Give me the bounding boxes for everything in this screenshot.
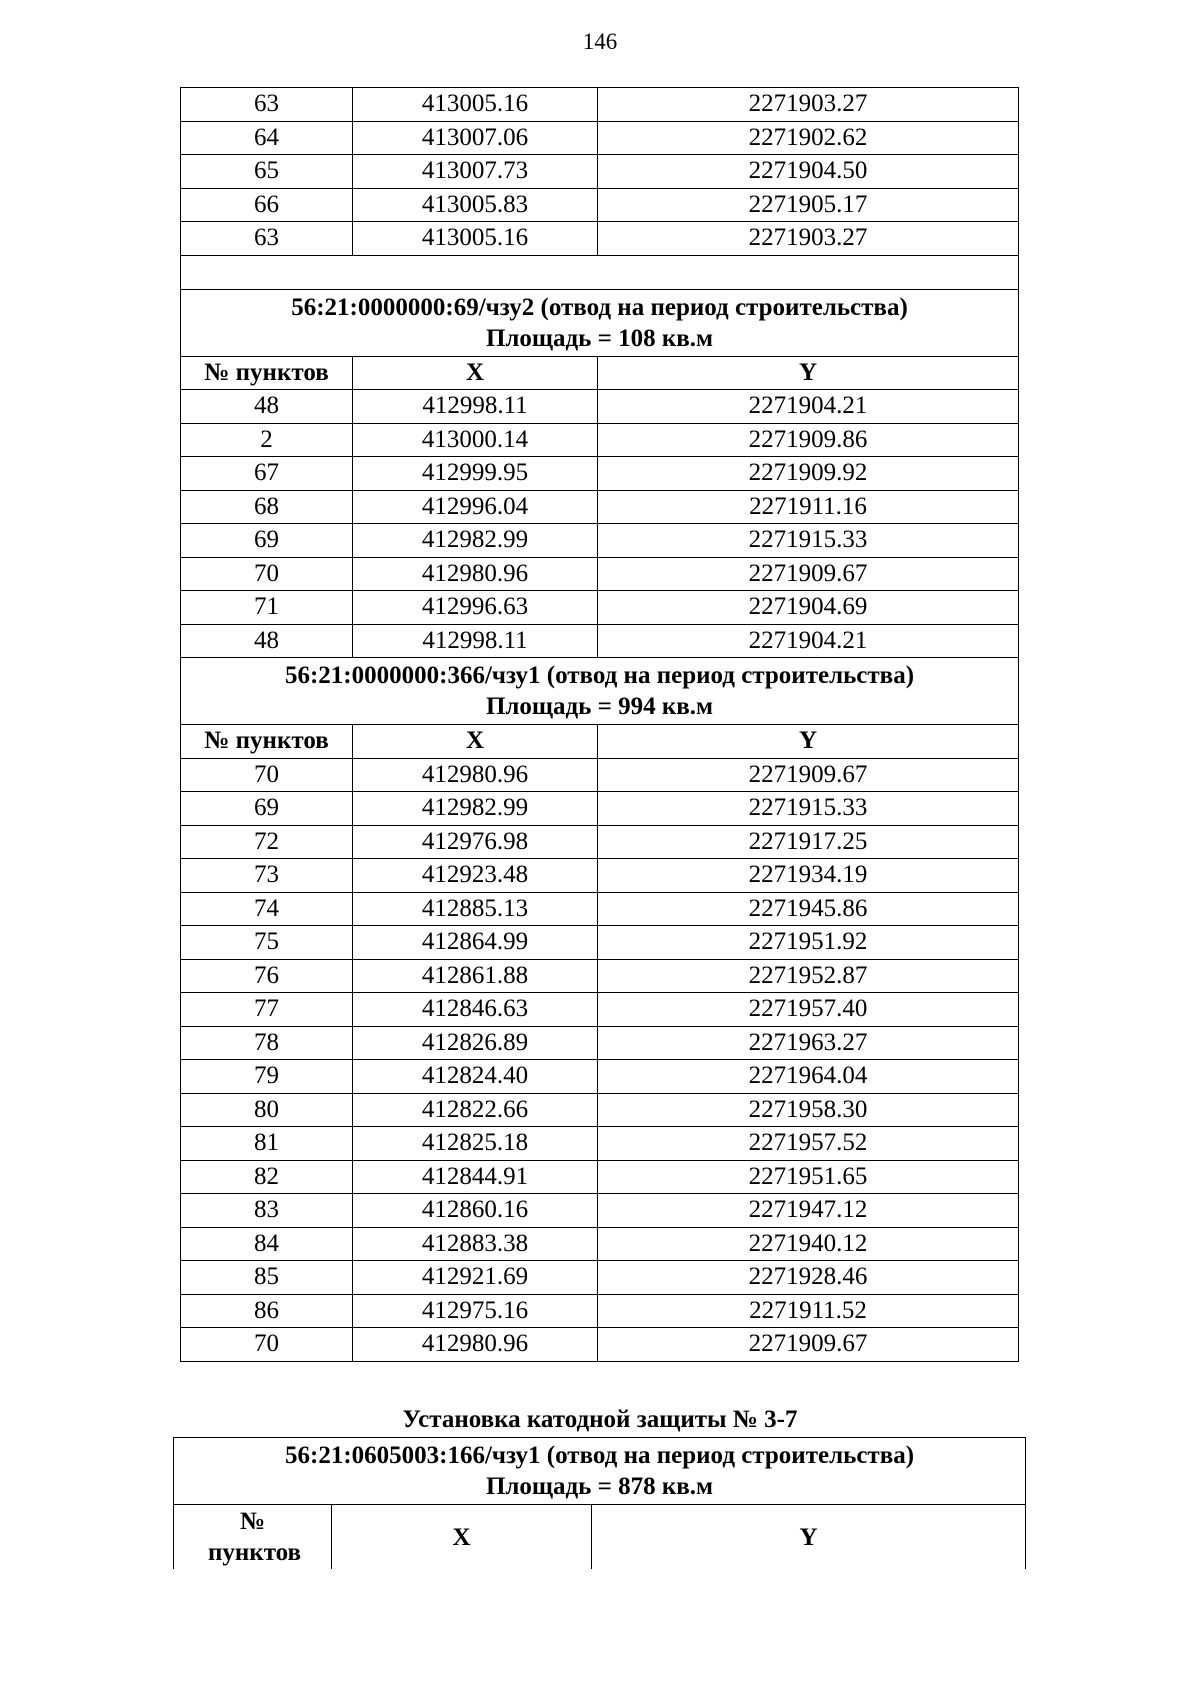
table-row [181, 155, 1019, 189]
table-row [181, 121, 1019, 155]
point-number-cell: 69 [181, 524, 353, 558]
y-coordinate-cell: 2271902.62 [598, 121, 1019, 155]
table-row [181, 88, 1019, 122]
y-coordinate-cell: 2271909.67 [598, 1328, 1019, 1362]
y-coordinate-cell: 2271951.92 [598, 926, 1019, 960]
table-row [181, 825, 1019, 859]
header-x: X [332, 1505, 592, 1570]
header-y: Y [598, 356, 1019, 390]
y-coordinate-cell: 2271909.67 [598, 557, 1019, 591]
point-number-cell: 63 [181, 88, 353, 122]
point-number-cell: 48 [181, 390, 353, 424]
table-row [181, 423, 1019, 457]
table-row [181, 1294, 1019, 1328]
x-coordinate-cell: 412826.89 [353, 1026, 598, 1060]
point-number-cell: 74 [181, 892, 353, 926]
y-coordinate-cell: 2271909.92 [598, 457, 1019, 491]
x-coordinate-cell: 412980.96 [353, 557, 598, 591]
y-coordinate-cell: 2271963.27 [598, 1026, 1019, 1060]
column-header-row [181, 356, 1019, 390]
table-row [181, 390, 1019, 424]
table-row [181, 1194, 1019, 1228]
section-title [181, 658, 1019, 725]
y-coordinate-cell: 2271909.67 [598, 758, 1019, 792]
x-coordinate-cell: 412885.13 [353, 892, 598, 926]
y-coordinate-cell: 2271934.19 [598, 859, 1019, 893]
x-coordinate-cell: 412846.63 [353, 993, 598, 1027]
table-row [181, 188, 1019, 222]
x-coordinate-cell: 412982.99 [353, 524, 598, 558]
x-coordinate-cell: 413005.16 [353, 88, 598, 122]
x-coordinate-cell: 413007.06 [353, 121, 598, 155]
table-row [181, 1060, 1019, 1094]
header-y: Y [592, 1505, 1026, 1570]
separator-row [181, 255, 1019, 289]
section-cadastral-number: 56:21:0000000:366/чзу1 (отвод на период строительства) [284, 662, 915, 689]
page-number: 146 [582, 29, 618, 54]
point-number-cell: 70 [181, 1328, 353, 1362]
table-row [181, 1160, 1019, 1194]
column-header-row [181, 725, 1019, 759]
x-coordinate-cell: 412999.95 [353, 457, 598, 491]
point-number-cell: 2 [181, 423, 353, 457]
x-coordinate-cell: 412976.98 [353, 825, 598, 859]
section-area: Площадь = 878 кв.м [485, 1473, 714, 1500]
header-point-number: № пунктов [181, 356, 353, 390]
y-coordinate-cell: 2271940.12 [598, 1227, 1019, 1261]
y-coordinate-cell: 2271917.25 [598, 825, 1019, 859]
x-coordinate-cell: 412824.40 [353, 1060, 598, 1094]
point-number-cell: 79 [181, 1060, 353, 1094]
point-number-cell: 64 [181, 121, 353, 155]
y-coordinate-cell: 2271952.87 [598, 959, 1019, 993]
header-x: X [353, 725, 598, 759]
section-title [181, 289, 1019, 356]
table-row [181, 1127, 1019, 1161]
y-coordinate-cell: 2271915.33 [598, 792, 1019, 826]
point-number-cell: 85 [181, 1261, 353, 1295]
point-number-cell: 77 [181, 993, 353, 1027]
point-number-cell: 80 [181, 1093, 353, 1127]
table-row [181, 591, 1019, 625]
point-number-cell: 86 [181, 1294, 353, 1328]
section-title-row [181, 289, 1019, 356]
x-coordinate-cell: 412861.88 [353, 959, 598, 993]
x-coordinate-cell: 412996.63 [353, 591, 598, 625]
table-row [181, 1093, 1019, 1127]
x-coordinate-cell: 412982.99 [353, 792, 598, 826]
header-x: X [353, 356, 598, 390]
section-cadastral-number: 56:21:0000000:69/чзу2 (отвод на период строительства) [291, 293, 908, 321]
y-coordinate-cell: 2271904.21 [598, 624, 1019, 658]
x-coordinate-cell: 412883.38 [353, 1227, 598, 1261]
column-header-row [174, 1505, 1026, 1570]
point-number-cell: 70 [181, 557, 353, 591]
point-number-cell: 84 [181, 1227, 353, 1261]
point-number-cell: 70 [181, 758, 353, 792]
y-coordinate-cell: 2271957.40 [598, 993, 1019, 1027]
x-coordinate-cell: 412822.66 [353, 1093, 598, 1127]
y-coordinate-cell: 2271928.46 [598, 1261, 1019, 1295]
x-coordinate-cell: 412980.96 [353, 758, 598, 792]
y-coordinate-cell: 2271911.16 [598, 490, 1019, 524]
table-row [181, 758, 1019, 792]
table-row [181, 792, 1019, 826]
y-coordinate-cell: 2271904.69 [598, 591, 1019, 625]
x-coordinate-cell: 412923.48 [353, 859, 598, 893]
x-coordinate-cell: 412860.16 [353, 1194, 598, 1228]
x-coordinate-cell: 412980.96 [353, 1328, 598, 1362]
point-number-cell: 76 [181, 959, 353, 993]
section-title-row [174, 1438, 1026, 1505]
y-coordinate-cell: 2271905.17 [598, 188, 1019, 222]
table-row [181, 490, 1019, 524]
point-number-cell: 72 [181, 825, 353, 859]
y-coordinate-cell: 2271904.50 [598, 155, 1019, 189]
point-number-cell: 83 [181, 1194, 353, 1228]
table-row [181, 993, 1019, 1027]
point-number-cell: 68 [181, 490, 353, 524]
x-coordinate-cell: 412825.18 [353, 1127, 598, 1161]
x-coordinate-cell: 413005.16 [353, 222, 598, 256]
point-number-cell: 65 [181, 155, 353, 189]
y-coordinate-cell: 2271915.33 [598, 524, 1019, 558]
x-coordinate-cell: 412864.99 [353, 926, 598, 960]
x-coordinate-cell: 412998.11 [353, 624, 598, 658]
point-number-cell: 63 [181, 222, 353, 256]
x-coordinate-cell: 413007.73 [353, 155, 598, 189]
y-coordinate-cell: 2271958.30 [598, 1093, 1019, 1127]
section-area: Площадь = 994 кв.м [485, 693, 714, 720]
point-number-cell: 75 [181, 926, 353, 960]
y-coordinate-cell: 2271945.86 [598, 892, 1019, 926]
point-number-cell: 66 [181, 188, 353, 222]
table-row [181, 926, 1019, 960]
y-coordinate-cell: 2271904.21 [598, 390, 1019, 424]
point-number-cell: 82 [181, 1160, 353, 1194]
y-coordinate-cell: 2271909.86 [598, 423, 1019, 457]
x-coordinate-cell: 412996.04 [353, 490, 598, 524]
table-row [181, 1328, 1019, 1362]
point-number-cell: 69 [181, 792, 353, 826]
x-coordinate-cell: 412921.69 [353, 1261, 598, 1295]
next-coordinates-table [173, 1437, 1026, 1569]
x-coordinate-cell: 413000.14 [353, 423, 598, 457]
coordinates-table [180, 87, 1019, 1362]
point-number-cell: 67 [181, 457, 353, 491]
empty-separator-cell [181, 255, 1019, 289]
x-coordinate-cell: 412998.11 [353, 390, 598, 424]
installation-heading: Установка катодной защиты № 3-7 [402, 1406, 798, 1433]
header-point-number: № пунктов [181, 725, 353, 759]
table-row [181, 959, 1019, 993]
x-coordinate-cell: 412975.16 [353, 1294, 598, 1328]
y-coordinate-cell: 2271951.65 [598, 1160, 1019, 1194]
table-row [181, 557, 1019, 591]
point-number-cell: 48 [181, 624, 353, 658]
y-coordinate-cell: 2271903.27 [598, 88, 1019, 122]
table-row [181, 1261, 1019, 1295]
section-title-row [181, 658, 1019, 725]
table-row [181, 1227, 1019, 1261]
point-number-cell: 71 [181, 591, 353, 625]
point-number-cell: 81 [181, 1127, 353, 1161]
section-area: Площадь = 108 кв.м [485, 324, 714, 352]
table-row [181, 859, 1019, 893]
y-coordinate-cell: 2271947.12 [598, 1194, 1019, 1228]
table-row [181, 222, 1019, 256]
table-row [181, 524, 1019, 558]
table-row [181, 457, 1019, 491]
point-number-cell: 73 [181, 859, 353, 893]
header-y: Y [598, 725, 1019, 759]
header-point-number: № пунктов [174, 1505, 332, 1570]
x-coordinate-cell: 412844.91 [353, 1160, 598, 1194]
y-coordinate-cell: 2271957.52 [598, 1127, 1019, 1161]
x-coordinate-cell: 413005.83 [353, 188, 598, 222]
y-coordinate-cell: 2271911.52 [598, 1294, 1019, 1328]
section-title [174, 1438, 1026, 1505]
point-number-cell: 78 [181, 1026, 353, 1060]
table-row [181, 624, 1019, 658]
y-coordinate-cell: 2271964.04 [598, 1060, 1019, 1094]
table-row [181, 892, 1019, 926]
section-cadastral-number: 56:21:0605003:166/чзу1 (отвод на период строительства) [285, 1442, 915, 1469]
y-coordinate-cell: 2271903.27 [598, 222, 1019, 256]
table-row [181, 1026, 1019, 1060]
